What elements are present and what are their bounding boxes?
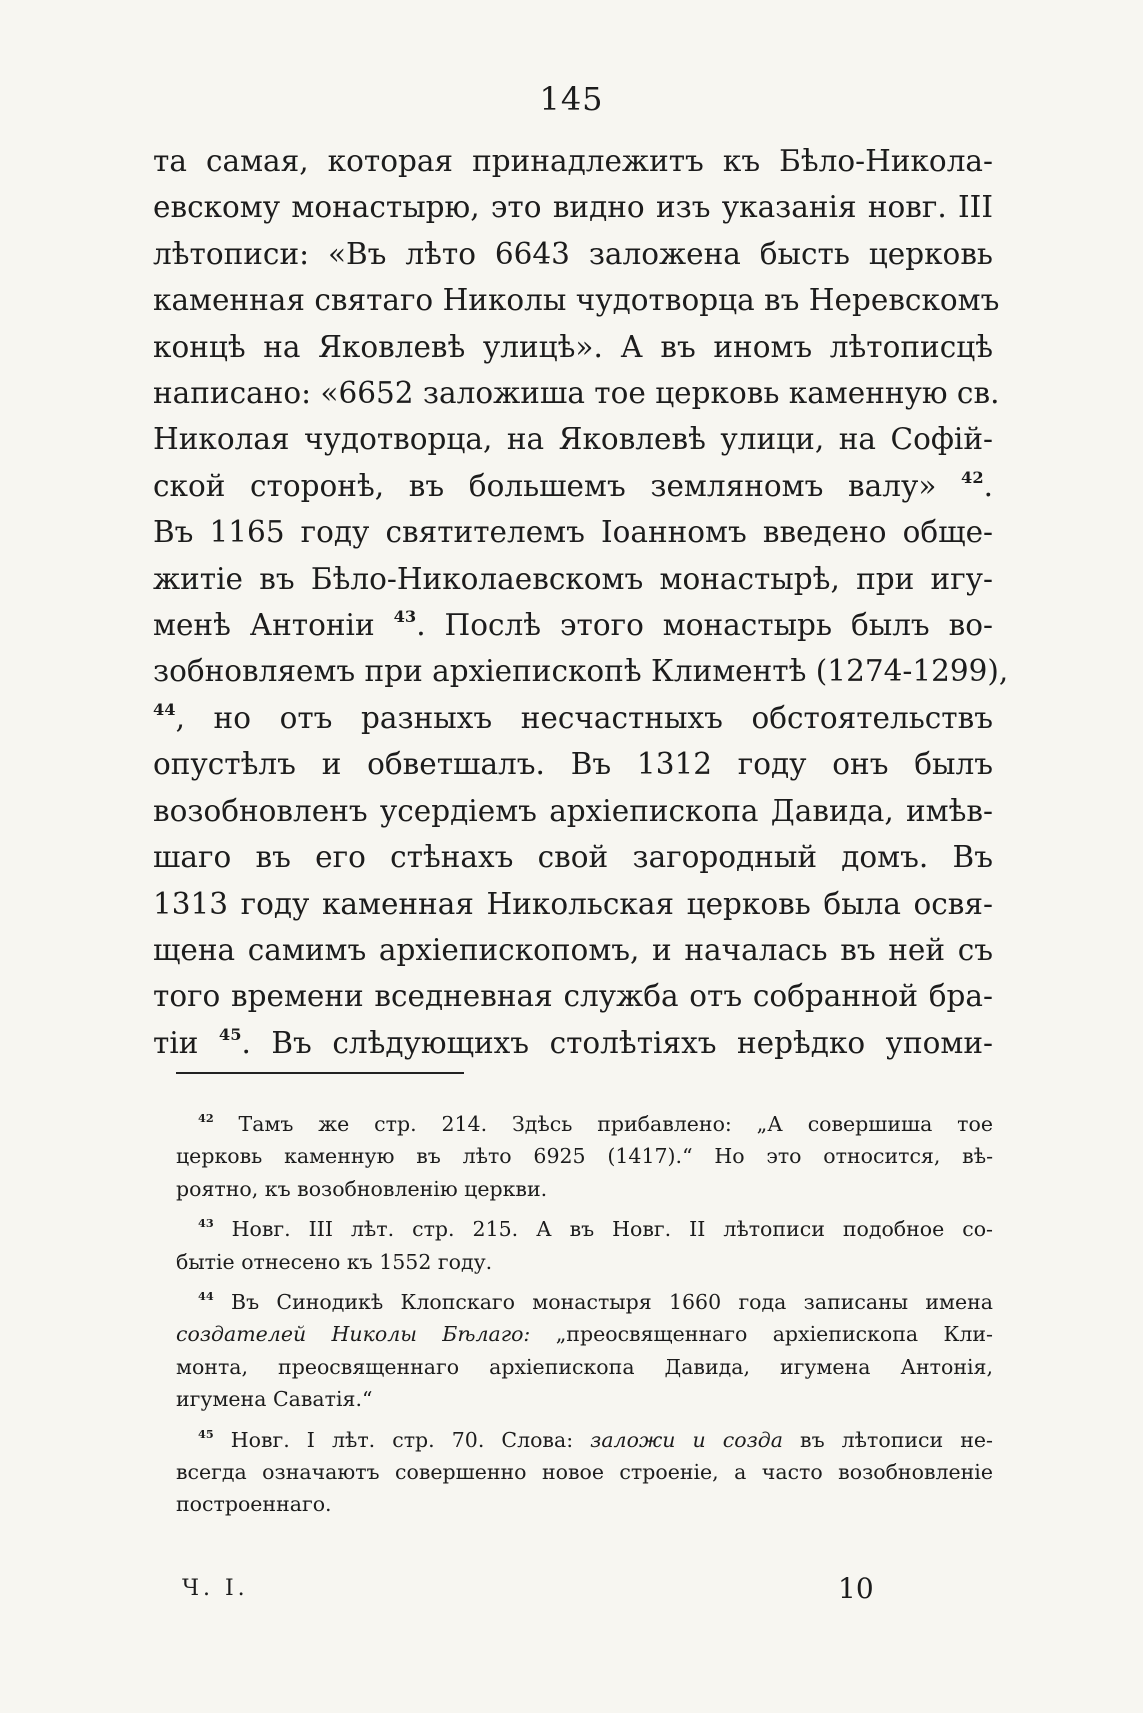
footnote-ref-44: 44: [153, 699, 176, 719]
text-line: [153, 1020, 993, 1066]
text-line: лѣтописи: «Въ лѣто 6643 заложена бысть церковь: [153, 236, 993, 271]
footnote-ref-45: 45: [218, 1024, 242, 1044]
footnote-text: въ лѣтописи не-: [782, 1427, 993, 1452]
footnote-text: Новг. I лѣт. стр. 70. Слова:: [230, 1427, 591, 1452]
footnote-italic: создателей Николы Бѣлаго:: [176, 1322, 531, 1347]
text-line: [153, 695, 993, 741]
text-line: каменная святаго Николы чудотворца въ Неревскомъ: [153, 283, 1000, 318]
text-line: житіе въ Бѣло-Николаевскомъ монастырѣ, при игу-: [153, 561, 993, 596]
footnote-44: [176, 1286, 993, 1416]
text-line: 1313 году каменная Никольская церковь была освя-: [153, 886, 993, 921]
footnote-line: церковь каменную въ лѣто 6925 (1417).“ Но это относится, вѣ-: [176, 1144, 993, 1169]
footnote-ref-43: 43: [393, 607, 417, 627]
footnote-divider: [176, 1072, 464, 1074]
text-line: написано: «6652 заложиша тое церковь каменную св.: [153, 376, 1000, 411]
text-segment: . Въ слѣдующихъ столѣтіяхъ нерѣдко упоми-: [241, 1025, 993, 1060]
footnote-text: „преосвященнаго архіепископа Кли-: [555, 1322, 993, 1347]
text-line: того времени вседневная служба отъ собранной бра-: [153, 979, 993, 1014]
text-segment: менѣ Антоніи: [153, 608, 394, 643]
footnotes: [176, 1108, 993, 1529]
footnote-line: [176, 1318, 993, 1350]
footnote-text: Въ Синодикѣ Клопскаго монастыря 1660 года записаны имена: [231, 1290, 993, 1315]
footnote-line: [176, 1108, 993, 1140]
text-line: шаго въ его стѣнахъ свой загородный домъ. Въ: [153, 840, 993, 875]
signature-mark: Ч. I.: [182, 1576, 249, 1601]
text-line: щена самимъ архіепископомъ, и началась въ ней съ: [153, 932, 993, 967]
text-line: [153, 602, 993, 648]
footnote-line: [176, 1424, 993, 1456]
sheet-number: 10: [838, 1572, 874, 1605]
footnote-43: [176, 1213, 993, 1278]
text-segment: .: [983, 468, 993, 503]
footnote-line: [176, 1286, 993, 1318]
footnote-marker: 43: [198, 1216, 214, 1231]
text-segment: ской сторонѣ, въ большемъ земляномъ валу»: [153, 468, 962, 503]
footnote-marker: 42: [198, 1110, 214, 1125]
text-line: [153, 463, 993, 509]
footnote-ref-42: 42: [961, 467, 984, 487]
footnote-text: Новг. III лѣт. стр. 215. А въ Новг. II лѣтописи подобное со-: [231, 1217, 993, 1242]
text-line: евскому монастырю, это видно изъ указанія новг. III: [153, 190, 993, 225]
footnote-line: монта, преосвященнаго архіепископа Давида, игумена Антонія,: [176, 1354, 993, 1379]
text-line: опустѣлъ и обветшалъ. Въ 1312 году онъ былъ: [153, 747, 993, 782]
text-segment: . Послѣ этого монастырь былъ во-: [416, 608, 993, 643]
text-segment: тіи: [153, 1025, 219, 1060]
page-number: 145: [539, 80, 604, 118]
footnote-marker: 45: [198, 1426, 214, 1441]
footnote-line: построеннаго.: [176, 1492, 332, 1517]
footnote-45: [176, 1424, 993, 1521]
text-line: возобновленъ усердіемъ архіепископа Давида, имѣв-: [153, 793, 993, 828]
footnote-line: бытіе отнесено къ 1552 году.: [176, 1249, 493, 1274]
text-line: концѣ на Яковлевѣ улицѣ». А въ иномъ лѣтописцѣ: [153, 329, 993, 364]
text-line: та самая, которая принадлежитъ къ Бѣло-Никола-: [153, 144, 993, 178]
footnote-line: игумена Саватія.“: [176, 1387, 373, 1412]
footnote-42: [176, 1108, 993, 1205]
footnote-line: всегда означаютъ совершенно новое строеніе, а часто возобновленіе: [176, 1460, 993, 1485]
text-line: Николая чудотворца, на Яковлевѣ улици, на Софій-: [153, 422, 993, 457]
footnote-line: роятно, къ возобновленію церкви.: [176, 1176, 548, 1201]
text-segment: , но отъ разныхъ несчастныхъ обстоятельствъ: [175, 700, 993, 735]
footnote-marker: 44: [198, 1289, 214, 1304]
text-line: зобновляемъ при архіепископѣ Климентѣ (1274-1299),: [153, 654, 1009, 689]
footnote-text: Тамъ же стр. 214. Здѣсь прибавлено: „А совершиша тое: [238, 1112, 993, 1136]
footnote-line: [176, 1213, 993, 1245]
main-text: [153, 138, 1009, 1066]
footnote-italic: заложи и созда: [590, 1427, 783, 1452]
text-line: Въ 1165 году святителемъ Іоанномъ введено обще-: [153, 515, 993, 550]
